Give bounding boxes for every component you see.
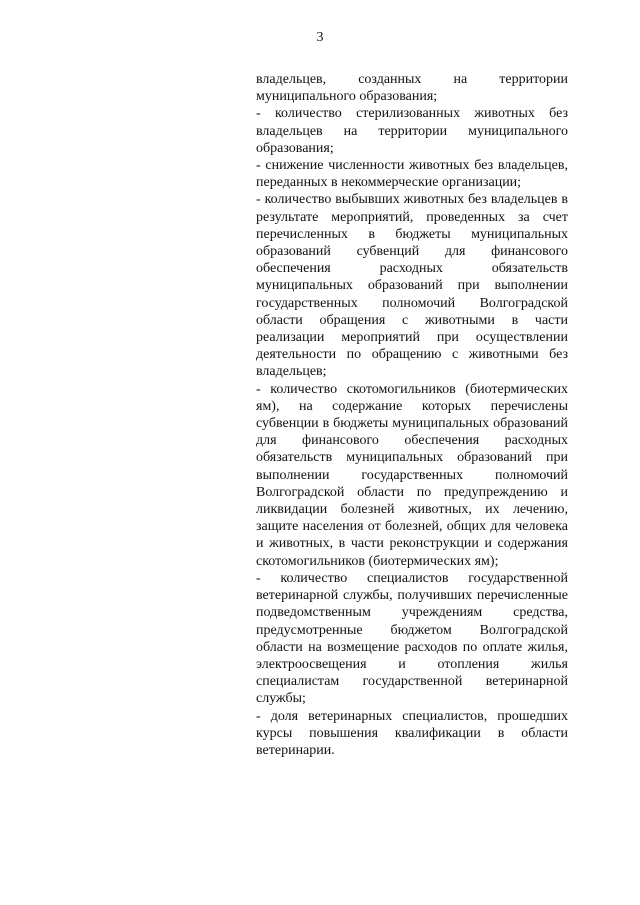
paragraph: - количество стерилизованных животных без владельцев на территории муниципального образования; [256,106,568,156]
page-number: 3 [316,30,324,45]
paragraph: владельцев, созданных на территории муниципального образования; [256,72,568,105]
paragraph: - доля ветеринарных специалистов, прошедших курсы повышения квалификации в области ветеринарии. [256,708,568,758]
paragraph: - количество скотомогильников (биотермических ям), на содержание которых перечислены субвенции в бюджеты муниципальных образований для финансового обеспечения расходных обязательств муниципальных образований при выполнении государственных полномочий Волгоградской области по предупреждению и ликвидации болезней животных, их лечению, защите населения от болезней, общих для человека и животных, в части реконструкции и содержания скотомогильников (биотермических ям); [256,381,568,569]
paragraph: - количество специалистов государственной ветеринарной службы, получивших перечисленные подведомственным учреждениям средства, предусмотренные бюджетом Волгоградской области на возмещение расходов по оплате жилья, электроосвещения и отопления жилья специалистам государственной ветеринарной службы; [256,570,568,707]
paragraph: - количество выбывших животных без владельцев в результате мероприятий, проведенных за счет перечисленных в бюджеты муниципальных образований субвенций для финансового обеспечения расходных обязательств муниципальных образований при выполнении государственных полномочий Волгоградской области обращения с животными в части реализации мероприятий при осуществлении деятельности по обращению с животными без владельцев; [256,192,568,380]
text-column [256,71,568,759]
paragraph: - снижение численности животных без владельцев, переданных в некоммерческие организации; [256,158,568,191]
